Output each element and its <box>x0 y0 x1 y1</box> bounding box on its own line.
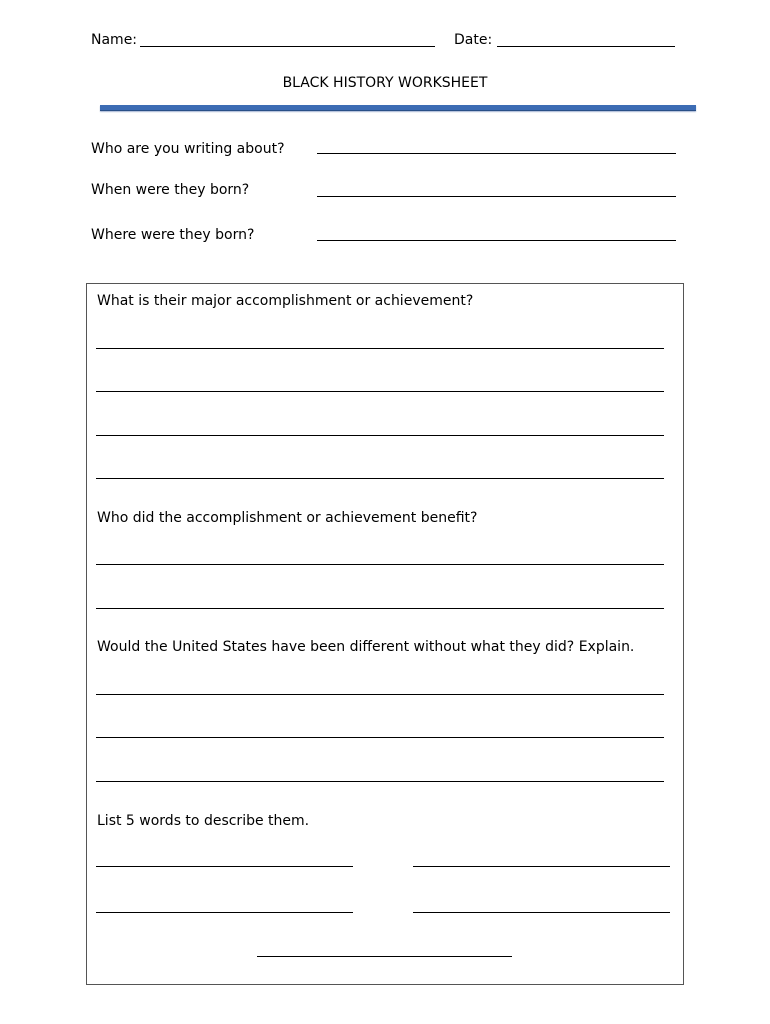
answer-line[interactable] <box>96 608 664 609</box>
answer-line[interactable] <box>96 435 664 436</box>
word-field-3[interactable] <box>96 912 353 913</box>
question-words: List 5 words to describe them. <box>97 813 310 829</box>
answer-line[interactable] <box>96 391 664 392</box>
title-divider <box>100 105 696 111</box>
question-accomplishment: What is their major accomplishment or achievement? <box>97 293 474 309</box>
answer-where-field[interactable] <box>317 240 676 241</box>
word-field-1[interactable] <box>96 866 353 867</box>
word-field-4[interactable] <box>413 912 670 913</box>
question-benefit: Who did the accomplishment or achievement benefit? <box>97 510 478 526</box>
date-label: Date: <box>454 32 493 48</box>
name-field[interactable] <box>140 46 435 47</box>
answer-line[interactable] <box>96 348 664 349</box>
name-label: Name: <box>91 32 138 48</box>
answer-line[interactable] <box>96 694 664 695</box>
question-different: Would the United States have been different without what they did? Explain. <box>97 639 635 655</box>
answer-line[interactable] <box>96 737 664 738</box>
answer-when-field[interactable] <box>317 196 676 197</box>
page-title: BLACK HISTORY WORKSHEET <box>282 75 488 91</box>
word-field-2[interactable] <box>413 866 670 867</box>
question-when: When were they born? <box>91 182 250 198</box>
question-who: Who are you writing about? <box>91 141 285 157</box>
question-where: Where were they born? <box>91 227 255 243</box>
answer-who-field[interactable] <box>317 153 676 154</box>
questions-box <box>86 283 684 985</box>
answer-line[interactable] <box>96 781 664 782</box>
date-field[interactable] <box>497 46 675 47</box>
answer-line[interactable] <box>96 478 664 479</box>
answer-line[interactable] <box>96 564 664 565</box>
word-field-5[interactable] <box>257 956 512 957</box>
